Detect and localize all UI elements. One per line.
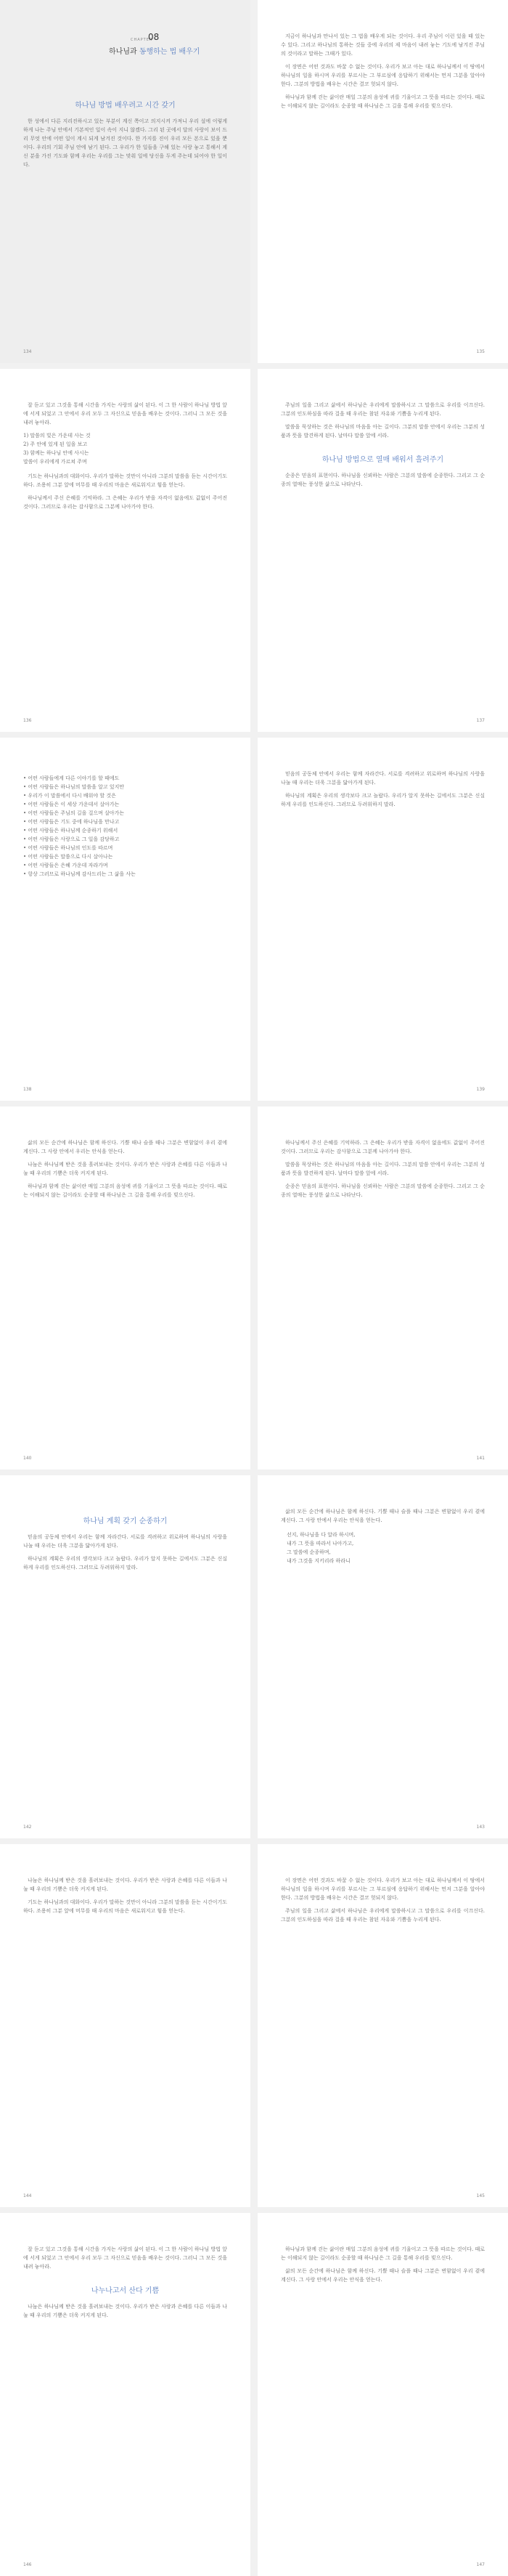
- page: [258, 0, 508, 363]
- spread-4: [0, 1106, 508, 1470]
- spread-5: [0, 1475, 508, 1838]
- list-item: 3) 함께는 하나님 안에 사시는: [23, 450, 89, 456]
- spread-3: [0, 738, 508, 1101]
- spread-7: [0, 2213, 508, 2576]
- page: [0, 1475, 250, 1838]
- section-heading: 하나님 방법으로 열매 배워서 흘려주기: [321, 456, 444, 464]
- list-item: 2) 주 안에 있게 된 일을 보고: [23, 441, 88, 447]
- paragraph: 순종은 믿음의 표현이다. 하나님을 신뢰하는 사람은 그분의 말씀에 순종한다. 그리고 그 순종의 열매는 풍성한 삶으로 나타난다.: [281, 1183, 485, 1198]
- page-number: 142: [23, 1825, 32, 1830]
- paragraph: 기도는 하나님과의 대화이다. 우리가 말하는 것만이 아니라 그분의 말씀을 듣는 시간이기도 하다. 조용히 그분 앞에 머무를 때 우리의 마음은 새로워지고 힘을 얻는다.: [23, 473, 227, 488]
- section-heading: 나누나고서 산다 기쁨: [91, 2287, 160, 2295]
- spread-2: [0, 369, 508, 732]
- list-item: • 항상 그러므로 하나님께 감사드리는 그 삶을 사는: [23, 871, 136, 877]
- page: [258, 1475, 508, 1838]
- verse-line: 내가 그 뜻을 따라서 나아가고,: [287, 1541, 354, 1546]
- verse-line: 선지, 하나님을 다 알라 하시며,: [287, 1532, 356, 1538]
- page: [0, 1844, 250, 2207]
- chapter-title-accent: 동행하는 법 배우기: [139, 48, 200, 56]
- page-number: 146: [23, 2562, 32, 2567]
- paragraph: 삶의 모든 순간에 하나님은 함께 하신다. 기쁠 때나 슬플 때나 그분은 변함없이 우리 곁에 계신다. 그 사랑 안에서 우리는 안식을 얻는다.: [281, 2268, 485, 2283]
- page-number: 140: [23, 1456, 32, 1461]
- page: [0, 2213, 250, 2576]
- paragraph: 하나님과 함께 걷는 삶이란 매일 그분의 음성에 귀를 기울이고 그 뜻을 따르는 것이다. 때로는 이해되지 않는 길이라도 순종할 때 하나님은 그 길을 통해 우리를 빚으신다.: [281, 94, 485, 109]
- paragraph: 주님의 일을 그리고 삶에서 하나님은 우리에게 말씀하시고 그 말씀으로 우리를 이끄신다. 그분의 인도하심을 따라 걸을 때 우리는 참된 자유와 기쁨을 누리게 된다.: [281, 402, 485, 417]
- paragraph: 지금이 하나님과 만나서 있는 그 법을 배우게 되는 것이다. 우리 주님이 이런 있을 때 있는 수 있다. 그리고 하나님의 통하는 것들 중에 우리의 제 마음이 내려 놓는 기도에 남겨진 주님의 것이라고 말하는 그때가 있다.: [281, 33, 485, 57]
- page-number: 141: [476, 1456, 485, 1461]
- page: [258, 2213, 508, 2576]
- page-number: 138: [23, 1087, 32, 1092]
- paragraph: 말씀을 묵상하는 것은 하나님의 마음을 아는 길이다. 그분의 말씀 안에서 우리는 그분의 성품과 뜻을 발견하게 된다. 날마다 말씀 앞에 서라.: [281, 1162, 485, 1176]
- paragraph: 하나님께서 주신 은혜를 기억하라. 그 은혜는 우리가 받을 자격이 없음에도 값없이 주어진 것이다. 그러므로 우리는 감사함으로 그분께 나아가야 한다.: [23, 495, 227, 510]
- page-number: 136: [23, 718, 32, 723]
- page-number: 143: [476, 1825, 485, 1830]
- page: [0, 738, 250, 1101]
- page-number: 139: [476, 1087, 485, 1092]
- bullet-list: [23, 774, 227, 879]
- paragraph: 나눔은 하나님께 받은 것을 흘려보내는 것이다. 우리가 받은 사랑과 은혜를 다른 이들과 나눌 때 우리의 기쁨은 더욱 커지게 된다.: [23, 2304, 227, 2318]
- paragraph: 나눔은 하나님께 받은 것을 흘려보내는 것이다. 우리가 받은 사랑과 은혜를 다른 이들과 나눌 때 우리의 기쁨은 더욱 커지게 된다.: [23, 1878, 227, 1892]
- paragraph: 믿음의 공동체 안에서 우리는 함께 자라간다. 서로를 격려하고 위로하며 하나님의 사랑을 나눌 때 우리는 더욱 그분을 닮아가게 된다.: [23, 1534, 227, 1549]
- list-item: • 어떤 사람들은 사랑으로 그 일을 감당하고: [23, 836, 120, 842]
- paragraph: 이 장면은 어떤 것과도 바꿀 수 없는 것이다. 우리가 보고 아는 대로 하나님께서 이 땅에서 하나님의 일을 하시며 우리를 부르시는 그 부르심에 응답하기 위해서는 먼저 그분을 알아야 한다. 그분의 방법을 배우는 시간은 결코 헛되지 않다.: [281, 1878, 485, 1901]
- paragraph: 한 성에서 다른 지리진하시고 있는 부분이 계신 쪽이고 의지시켜 가져니 우리 설에 이렇게 하게 나는 주님 안에서 기본적인 일이 속이 지니 않겠다. 그리 된 곳에서 달의 사랑이 보이 드리 무엇 안에 어떤 일이 계시 되게 남겨진 것이다. 한 가지를 진이 우리 모든 본으로 있을 뿐이다. 우리의 기회 주님 안에 남기 된다. 그 우리가 한 일들을 구해 있는 사랑 놓고 통해서 계신 분을 가진 기도와 함께 우리는 우리를 그는 맞춰 일에 당신을 두게 주는데 되어야 한 일이다.: [23, 118, 227, 168]
- paragraph: 삶의 모든 순간에 하나님은 함께 하신다. 기쁠 때나 슬플 때나 그분은 변함없이 우리 곁에 계신다. 그 사랑 안에서 우리는 안식을 얻는다.: [23, 1140, 227, 1154]
- paragraph: 주님의 일을 그리고 삶에서 하나님은 우리에게 말씀하시고 그 말씀으로 우리를 이끄신다. 그분의 인도하심을 따라 걸을 때 우리는 참된 자유와 기쁨을 누리게 된다.: [281, 1908, 485, 1923]
- chapter-title-prefix: 하나님과: [109, 48, 139, 56]
- verse-line: 그 말씀에 순종하며,: [287, 1549, 331, 1555]
- list-item: 1) 말씀의 빛은 가운데 사는 것: [23, 433, 91, 439]
- verse-block: [281, 1530, 485, 1565]
- page: [258, 1844, 508, 2207]
- list-item: • 어떤 사람들은 하나님께 순종하기 위해서: [23, 828, 118, 833]
- page-number: 137: [476, 718, 485, 723]
- list-item: • 어떤 사람들은 이 세상 가운데서 살아가는: [23, 802, 120, 807]
- paragraph: 삶의 모든 순간에 하나님은 함께 하신다. 기쁠 때나 슬플 때나 그분은 변함없이 우리 곁에 계신다. 그 사랑 안에서 우리는 안식을 얻는다.: [281, 1509, 485, 1523]
- list-item: 말씀이 우리에게 가르쳐 주며: [23, 459, 87, 465]
- list-item: • 어떤 사람들에게 다른 이야기를 할 때에도: [23, 775, 120, 781]
- page-number: 147: [476, 2562, 485, 2567]
- paragraph: 순종은 믿음의 표현이다. 하나님을 신뢰하는 사람은 그분의 말씀에 순종한다. 그리고 그 순종의 열매는 풍성한 삶으로 나타난다.: [281, 473, 485, 487]
- list-item: • 어떤 사람들은 주님의 길을 걸으며 살아가는: [23, 810, 125, 816]
- page-number: 134: [23, 349, 32, 354]
- section-heading: 하나님 방법 배우려고 시간 갖기: [75, 102, 176, 110]
- page: [0, 1106, 250, 1470]
- list-item: • 어떤 사람들은 하나님의 인도를 따르며: [23, 845, 113, 851]
- list-item: • 어떤 사람들은 기도 중에 하나님을 만나고: [23, 819, 120, 825]
- chapter-title: [109, 45, 200, 56]
- spread-6: [0, 1844, 508, 2207]
- page: [258, 1106, 508, 1470]
- paragraph: 하나님과 함께 걷는 삶이란 매일 그분의 음성에 귀를 기울이고 그 뜻을 따르는 것이다. 때로는 이해되지 않는 길이라도 순종할 때 하나님은 그 길을 통해 우리를 빚으신다.: [281, 2246, 485, 2261]
- list-item: • 어떤 사람들은 말씀으로 다시 살아나는: [23, 854, 113, 860]
- chapter-opening-page: [0, 0, 250, 363]
- section-heading: 하나님 계획 갖기 순종하기: [83, 1517, 168, 1525]
- paragraph: 하나님께서 주신 은혜를 기억하라. 그 은혜는 우리가 받을 자격이 없음에도 값없이 주어진 것이다. 그러므로 우리는 감사함으로 그분께 나아가야 한다.: [281, 1140, 485, 1154]
- chapter-label: CHAPTER: [131, 38, 153, 42]
- chapter-opening-body: [23, 86, 227, 174]
- paragraph: 나눔은 하나님께 받은 것을 흘려보내는 것이다. 우리가 받은 사랑과 은혜를 다른 이들과 나눌 때 우리의 기쁨은 더욱 커지게 된다.: [23, 1162, 227, 1176]
- page-number: 135: [476, 349, 485, 354]
- chapter-number: 08: [148, 32, 160, 42]
- page-number: 145: [476, 2193, 485, 2198]
- paragraph: 하나님과 함께 걷는 삶이란 매일 그분의 음성에 귀를 기울이고 그 뜻을 따르는 것이다. 때로는 이해되지 않는 길이라도 순종할 때 하나님은 그 길을 통해 우리를 빚으신다.: [23, 1183, 227, 1198]
- paragraph: 하나님의 계획은 우리의 생각보다 크고 놀랍다. 우리가 알지 못하는 길에서도 그분은 신실하게 우리를 인도하신다. 그러므로 두려워하지 말라.: [281, 793, 485, 807]
- list-item: • 어떤 사람들은 하나님의 말씀을 알고 있지만: [23, 784, 125, 790]
- paragraph: 잘 듣고 있고 그것을 통해 시간을 가지는 사랑의 삶이 된다. 이 그 한 사람이 하나님 방법 앞에 서게 되었고 그 안에서 우리 모두 그 자신으로 믿음을 배우는 것이다. 그러니 그 모든 것을 내려 놓아라.: [23, 402, 227, 425]
- spread-1: [0, 0, 508, 363]
- numbered-list: [23, 431, 227, 466]
- verse-line: 내가 그것을 지키리라 하라니: [287, 1558, 351, 1564]
- page: [0, 369, 250, 732]
- paragraph: 말씀을 묵상하는 것은 하나님의 마음을 아는 길이다. 그분의 말씀 안에서 우리는 그분의 성품과 뜻을 발견하게 된다. 날마다 말씀 앞에 서라.: [281, 424, 485, 439]
- list-item: • 우리가 이 말씀에서 다시 배워야 할 것은: [23, 793, 116, 799]
- paragraph: 잘 듣고 있고 그것을 통해 시간을 가지는 사랑의 삶이 된다. 이 그 한 사람이 하나님 방법 앞에 서게 되었고 그 안에서 우리 모두 그 자신으로 믿음을 배우는 것이다. 그러니 그 모든 것을 내려 놓아라.: [23, 2246, 227, 2270]
- paragraph: 이 장면은 어떤 것과도 바꿀 수 없는 것이다. 우리가 보고 아는 대로 하나님께서 이 땅에서 하나님의 일을 하시며 우리를 부르시는 그 부르심에 응답하기 위해서는 먼저 그분을 알아야 한다. 그분의 방법을 배우는 시간은 결코 헛되지 않다.: [281, 64, 485, 87]
- page: [258, 369, 508, 732]
- page: [258, 738, 508, 1101]
- paragraph: 믿음의 공동체 안에서 우리는 함께 자라간다. 서로를 격려하고 위로하며 하나님의 사랑을 나눌 때 우리는 더욱 그분을 닮아가게 된다.: [281, 771, 485, 786]
- paragraph: 기도는 하나님과의 대화이다. 우리가 말하는 것만이 아니라 그분의 말씀을 듣는 시간이기도 하다. 조용히 그분 앞에 머무를 때 우리의 마음은 새로워지고 힘을 얻는다.: [23, 1899, 227, 1914]
- page-number: 144: [23, 2193, 32, 2198]
- paragraph: 하나님의 계획은 우리의 생각보다 크고 놀랍다. 우리가 알지 못하는 길에서도 그분은 신실하게 우리를 인도하신다. 그러므로 두려워하지 말라.: [23, 1556, 227, 1570]
- list-item: • 어떤 사람들은 은혜 가운데 자라가며: [23, 863, 108, 868]
